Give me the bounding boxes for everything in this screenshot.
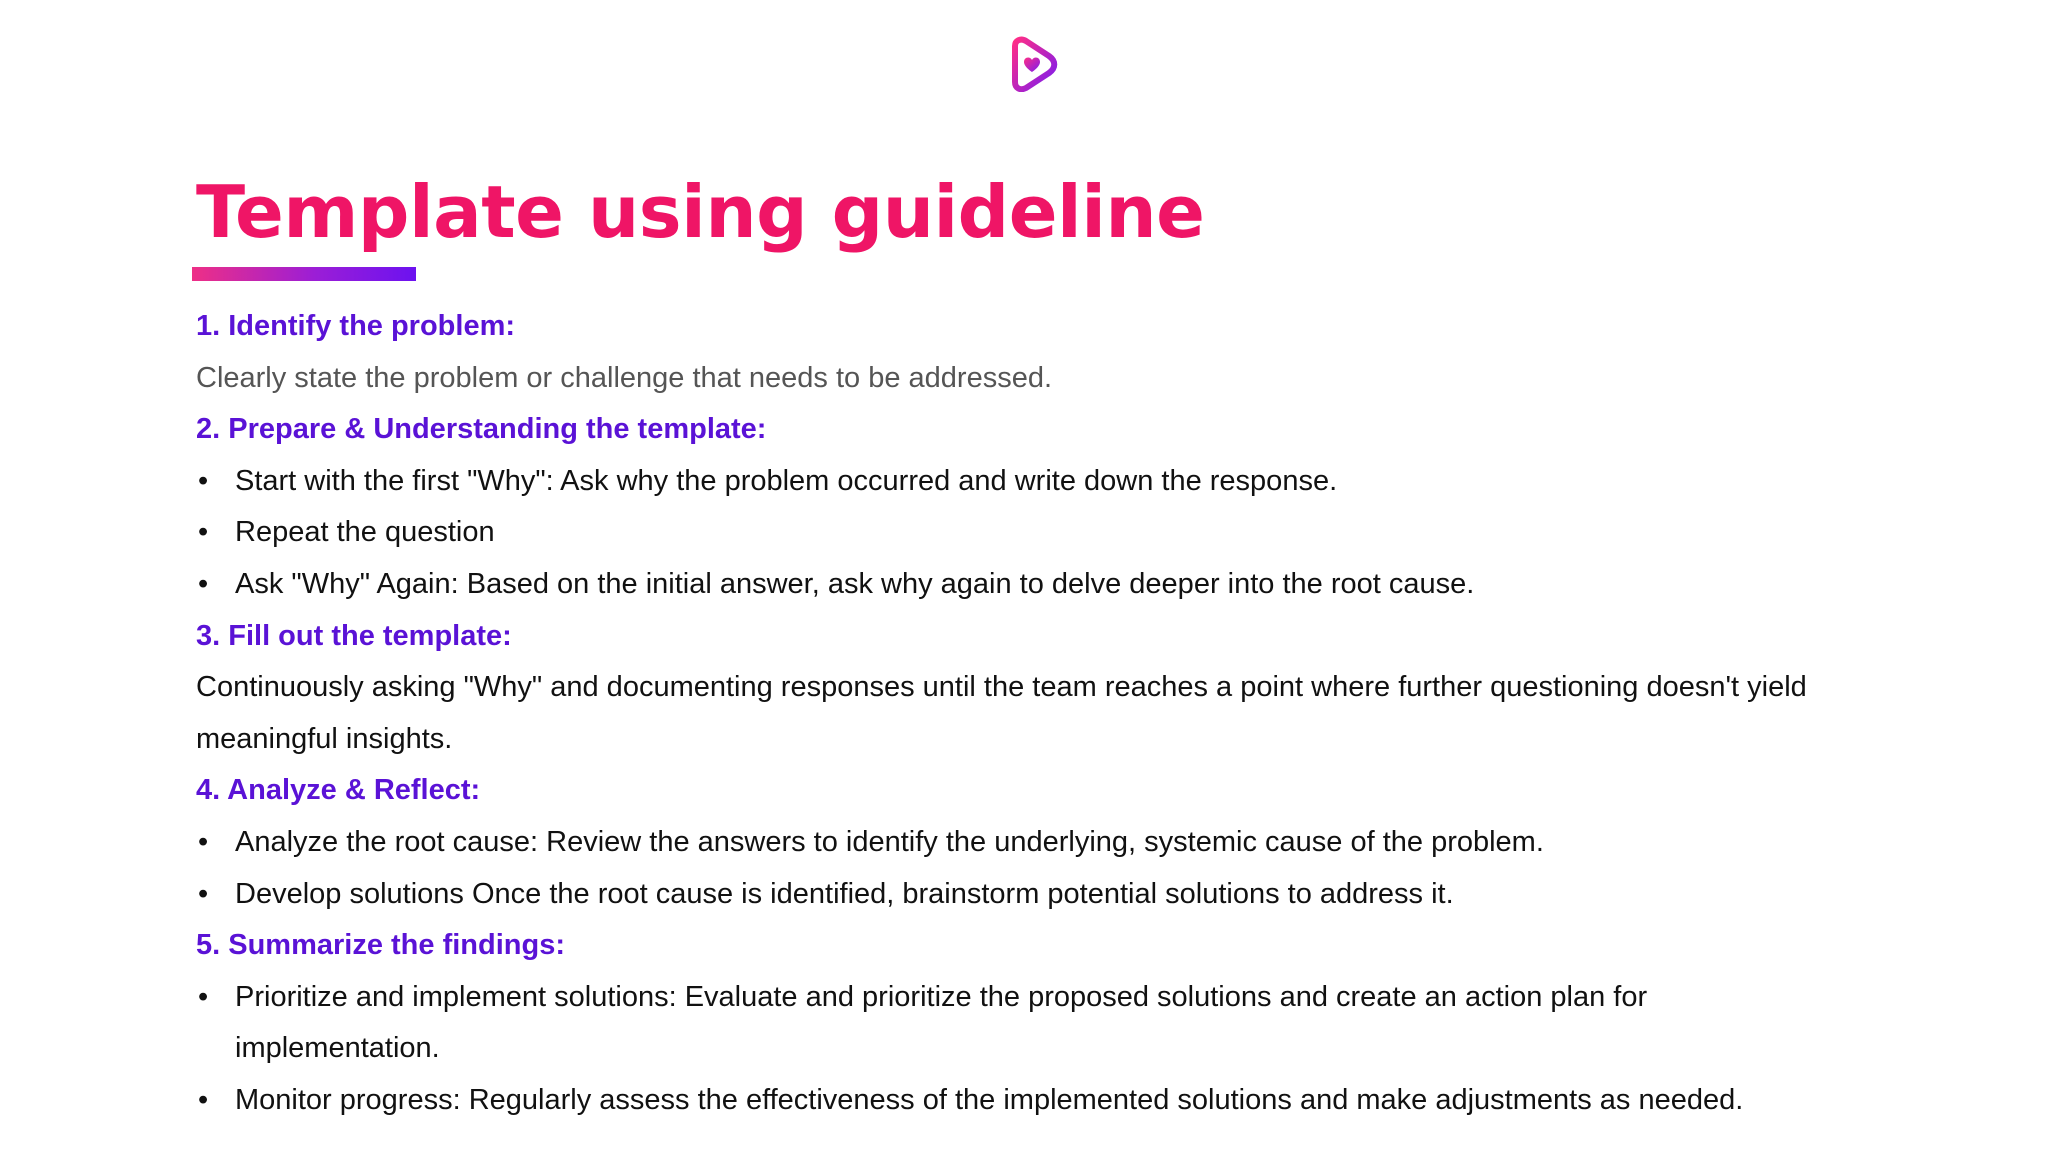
section-heading-fill-out: 3. Fill out the template: xyxy=(196,619,512,652)
list-item-text: Develop solutions Once the root cause is identified, brainstorm potential solutions to address it. xyxy=(235,877,1454,910)
play-heart-logo-icon xyxy=(1003,36,1059,92)
list-item-text: Repeat the question xyxy=(235,516,495,549)
bullet-icon: • xyxy=(198,825,209,858)
bullet-icon: • xyxy=(198,464,209,497)
section-heading-identify: 1. Identify the problem: xyxy=(196,310,516,342)
list-item xyxy=(196,559,2036,611)
section-heading-prepare: 2. Prepare & Understanding the template: xyxy=(196,413,767,446)
list-item xyxy=(196,869,2036,921)
list-item xyxy=(196,972,2036,1024)
list-item-text: Prioritize and implement solutions: Evaluate and prioritize the proposed solutions and create an action plan for xyxy=(235,980,1648,1013)
list-item xyxy=(196,1075,2036,1127)
list-item-text: Analyze the root cause: Review the answers to identify the underlying, systemic cause of the problem. xyxy=(235,825,1544,858)
list-item-text: Monitor progress: Regularly assess the effectiveness of the implemented solutions and make adjustments as needed. xyxy=(235,1083,1744,1116)
section-text-fill-out: Continuously asking "Why" and documenting responses until the team reaches a point where further questioning doesn't yield xyxy=(196,671,1807,704)
list-item-text: Start with the first "Why": Ask why the problem occurred and write down the response. xyxy=(235,464,1338,497)
section-heading-analyze: 4. Analyze & Reflect: xyxy=(196,774,481,807)
title-underline xyxy=(192,267,416,281)
bullet-icon: • xyxy=(198,516,209,549)
bullet-icon: • xyxy=(198,980,209,1013)
section-text-fill-out-continued: meaningful insights. xyxy=(196,722,453,755)
list-item-continuation: implementation. xyxy=(235,1032,440,1065)
list-item xyxy=(196,507,2036,559)
list-item-text: Ask "Why" Again: Based on the initial answer, ask why again to delve deeper into the root cause. xyxy=(235,567,1475,600)
bullet-icon: • xyxy=(198,567,209,600)
section-text-identify: Clearly state the problem or challenge that needs to be addressed. xyxy=(196,361,1053,394)
guideline-content xyxy=(196,301,2036,1127)
bullet-icon: • xyxy=(198,1083,209,1116)
list-item xyxy=(196,817,2036,869)
page-title: Template using guideline xyxy=(196,170,1205,254)
bullet-icon: • xyxy=(198,877,209,910)
list-item xyxy=(196,456,2036,508)
section-heading-summarize: 5. Summarize the findings: xyxy=(196,929,565,962)
